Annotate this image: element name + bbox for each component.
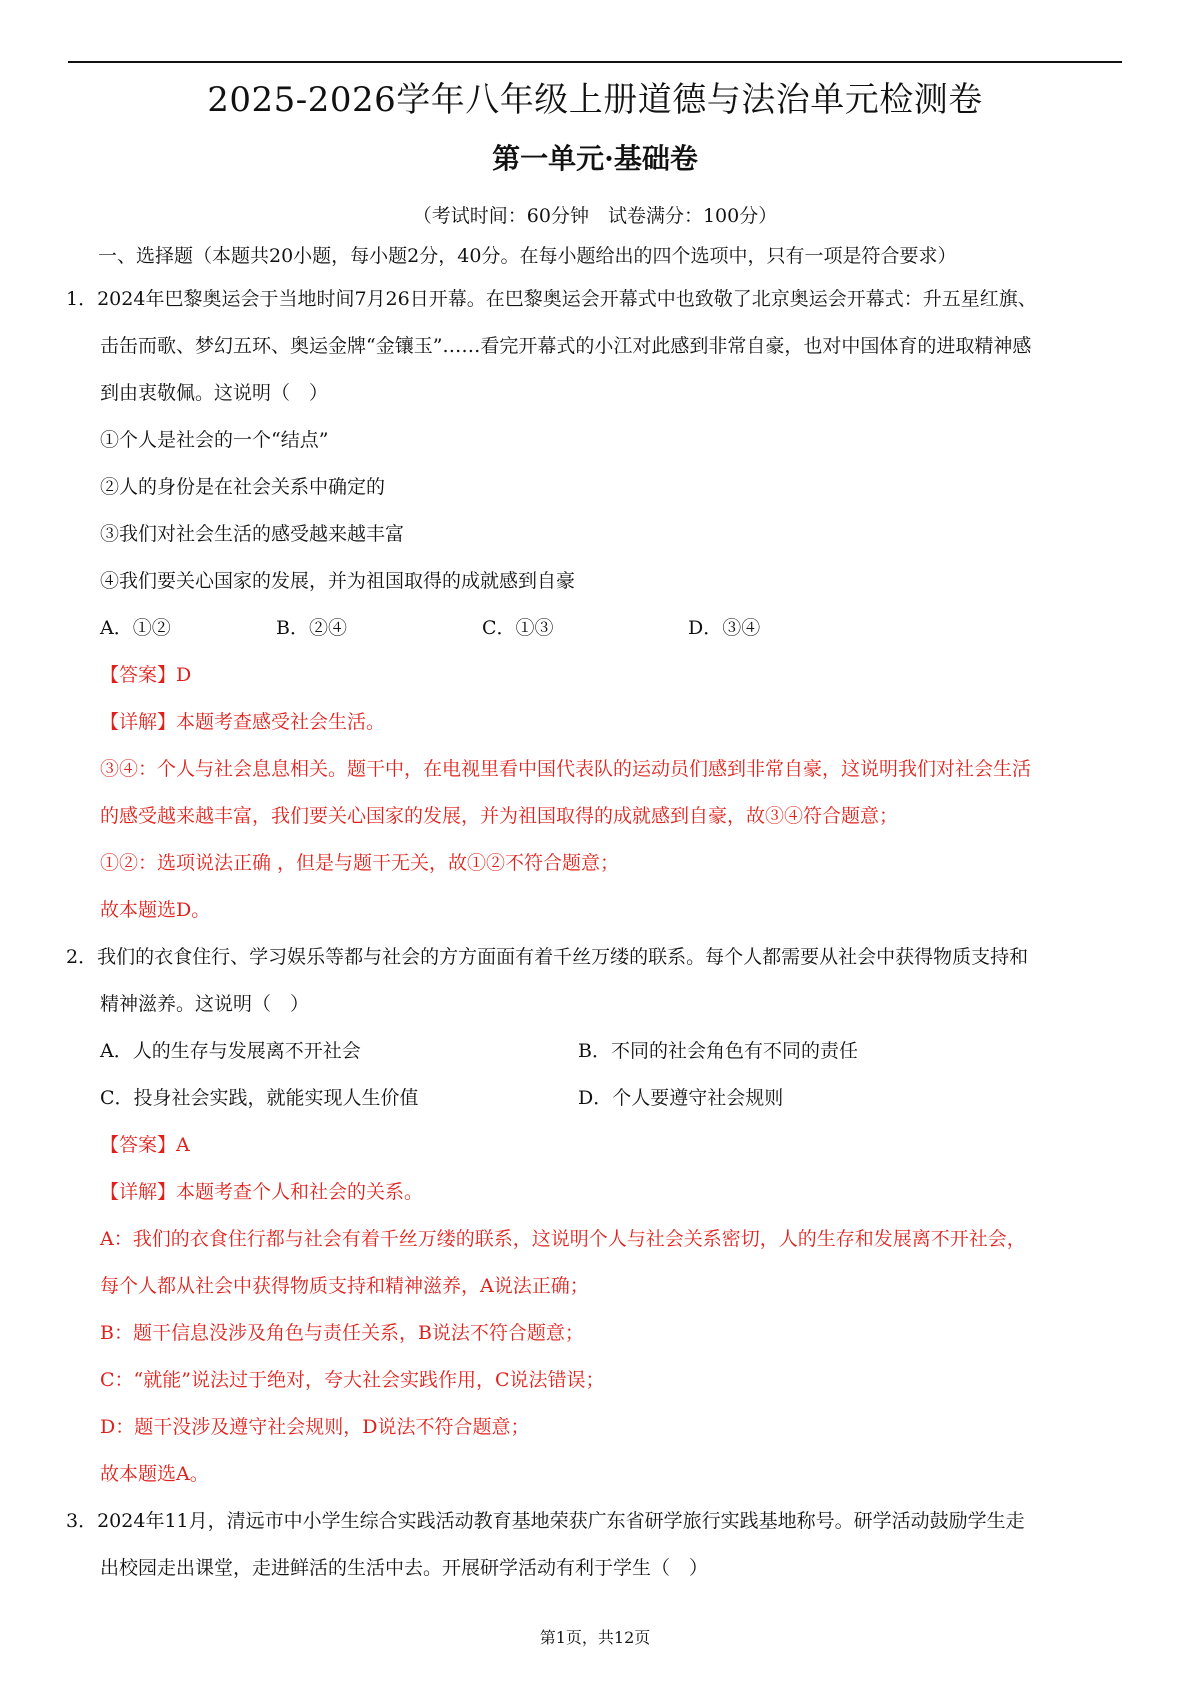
explanation-line: C：“就能”说法过于绝对，夸大社会实践作用，C说法错误； bbox=[100, 1369, 605, 1391]
exam-info: （考试时间：60分钟 试卷满分：100分） bbox=[412, 205, 778, 227]
question-stem-line: 3．2024年11月，清远市中小学生综合实践活动教育基地荣获广东省研学旅行实践基地称号。研学活动鼓励学生走 bbox=[66, 1510, 1025, 1532]
option-a: A．①② bbox=[100, 617, 171, 639]
option-c: C．①③ bbox=[482, 617, 554, 639]
statement-item: ①个人是社会的一个“结点” bbox=[100, 429, 329, 451]
option-a: A．人的生存与发展离不开社会 bbox=[100, 1040, 361, 1062]
statement-item: ③我们对社会生活的感受越来越丰富 bbox=[100, 523, 405, 545]
explanation-line: 每个人都从社会中获得物质支持和精神滋养，A说法正确； bbox=[100, 1275, 589, 1297]
statement-item: ②人的身份是在社会关系中确定的 bbox=[100, 476, 386, 498]
question-stem-line: 2．我们的衣食住行、学习娱乐等都与社会的方方面面有着千丝万缕的联系。每个人都需要从社会中获得物质支持和 bbox=[66, 946, 1029, 968]
explanation-line: 故本题选A。 bbox=[100, 1463, 209, 1485]
question-stem-line: 击缶而歌、梦幻五环、奥运金牌“金镶玉”……看完开幕式的小江对此感到非常自豪，也对中国体育的进取精神感 bbox=[100, 335, 1032, 357]
exam-content bbox=[62, 236, 1130, 1592]
question-stem-line: 到由衷敬佩。这说明（ ） bbox=[100, 382, 329, 404]
page-footer: 第1页，共12页 bbox=[539, 1628, 651, 1647]
option-b: B．不同的社会角色有不同的责任 bbox=[578, 1040, 858, 1062]
question-stem-line: 精神滋养。这说明（ ） bbox=[100, 993, 310, 1015]
explanation-line: 故本题选D。 bbox=[100, 899, 211, 921]
options-row bbox=[62, 605, 1130, 652]
answer-line: 【答案】D bbox=[100, 664, 192, 686]
top-rule bbox=[68, 61, 1122, 63]
explanation-line: D：题干没涉及遵守社会规则，D说法不符合题意； bbox=[100, 1416, 530, 1438]
explanation-line: B：题干信息没涉及角色与责任关系，B说法不符合题意； bbox=[100, 1322, 584, 1344]
explanation-line: 【详解】本题考查个人和社会的关系。 bbox=[100, 1181, 424, 1203]
option-b: B．②④ bbox=[276, 617, 347, 639]
options-row bbox=[62, 1075, 1130, 1122]
explanation-line: ③④：个人与社会息息相关。题干中，在电视里看中国代表队的运动员们感到非常自豪，这说明我们对社会生活 bbox=[100, 758, 1032, 780]
exam-subtitle: 第一单元·基础卷 bbox=[492, 142, 698, 175]
option-d: D．③④ bbox=[688, 617, 761, 639]
question-stem-line: 1．2024年巴黎奥运会于当地时间7月26日开幕。在巴黎奥运会开幕式中也致敬了北京奥运会开幕式：升五星红旗、 bbox=[66, 288, 1037, 310]
question-stem-line: 出校园走出课堂，走进鲜活的生活中去。开展研学活动有利于学生（ ） bbox=[100, 1557, 709, 1579]
option-d: D．个人要遵守社会规则 bbox=[578, 1087, 784, 1109]
answer-line: 【答案】A bbox=[100, 1134, 190, 1156]
explanation-line: A：我们的衣食住行都与社会有着千丝万缕的联系，这说明个人与社会关系密切，人的生存和发展离不开社会， bbox=[100, 1228, 1026, 1250]
option-c: C．投身社会实践，就能实现人生价值 bbox=[100, 1087, 419, 1109]
exam-title: 2025-2026学年八年级上册道德与法治单元检测卷 bbox=[207, 80, 983, 120]
explanation-line: 的感受越来越丰富，我们要关心国家的发展，并为祖国取得的成就感到自豪，故③④符合题意； bbox=[100, 805, 899, 827]
question-1 bbox=[62, 276, 1130, 934]
question-3 bbox=[62, 1498, 1130, 1592]
statement-item: ④我们要关心国家的发展，并为祖国取得的成就感到自豪 bbox=[100, 570, 576, 592]
section-heading: 一、选择题（本题共20小题，每小题2分，40分。在每小题给出的四个选项中，只有一项是符合要求） bbox=[98, 245, 957, 267]
options-row bbox=[62, 1028, 1130, 1075]
question-2 bbox=[62, 934, 1130, 1498]
explanation-line: ①②：选项说法正确 ，但是与题干无关，故①②不符合题意； bbox=[100, 852, 620, 874]
explanation-line: 【详解】本题考查感受社会生活。 bbox=[100, 711, 386, 733]
